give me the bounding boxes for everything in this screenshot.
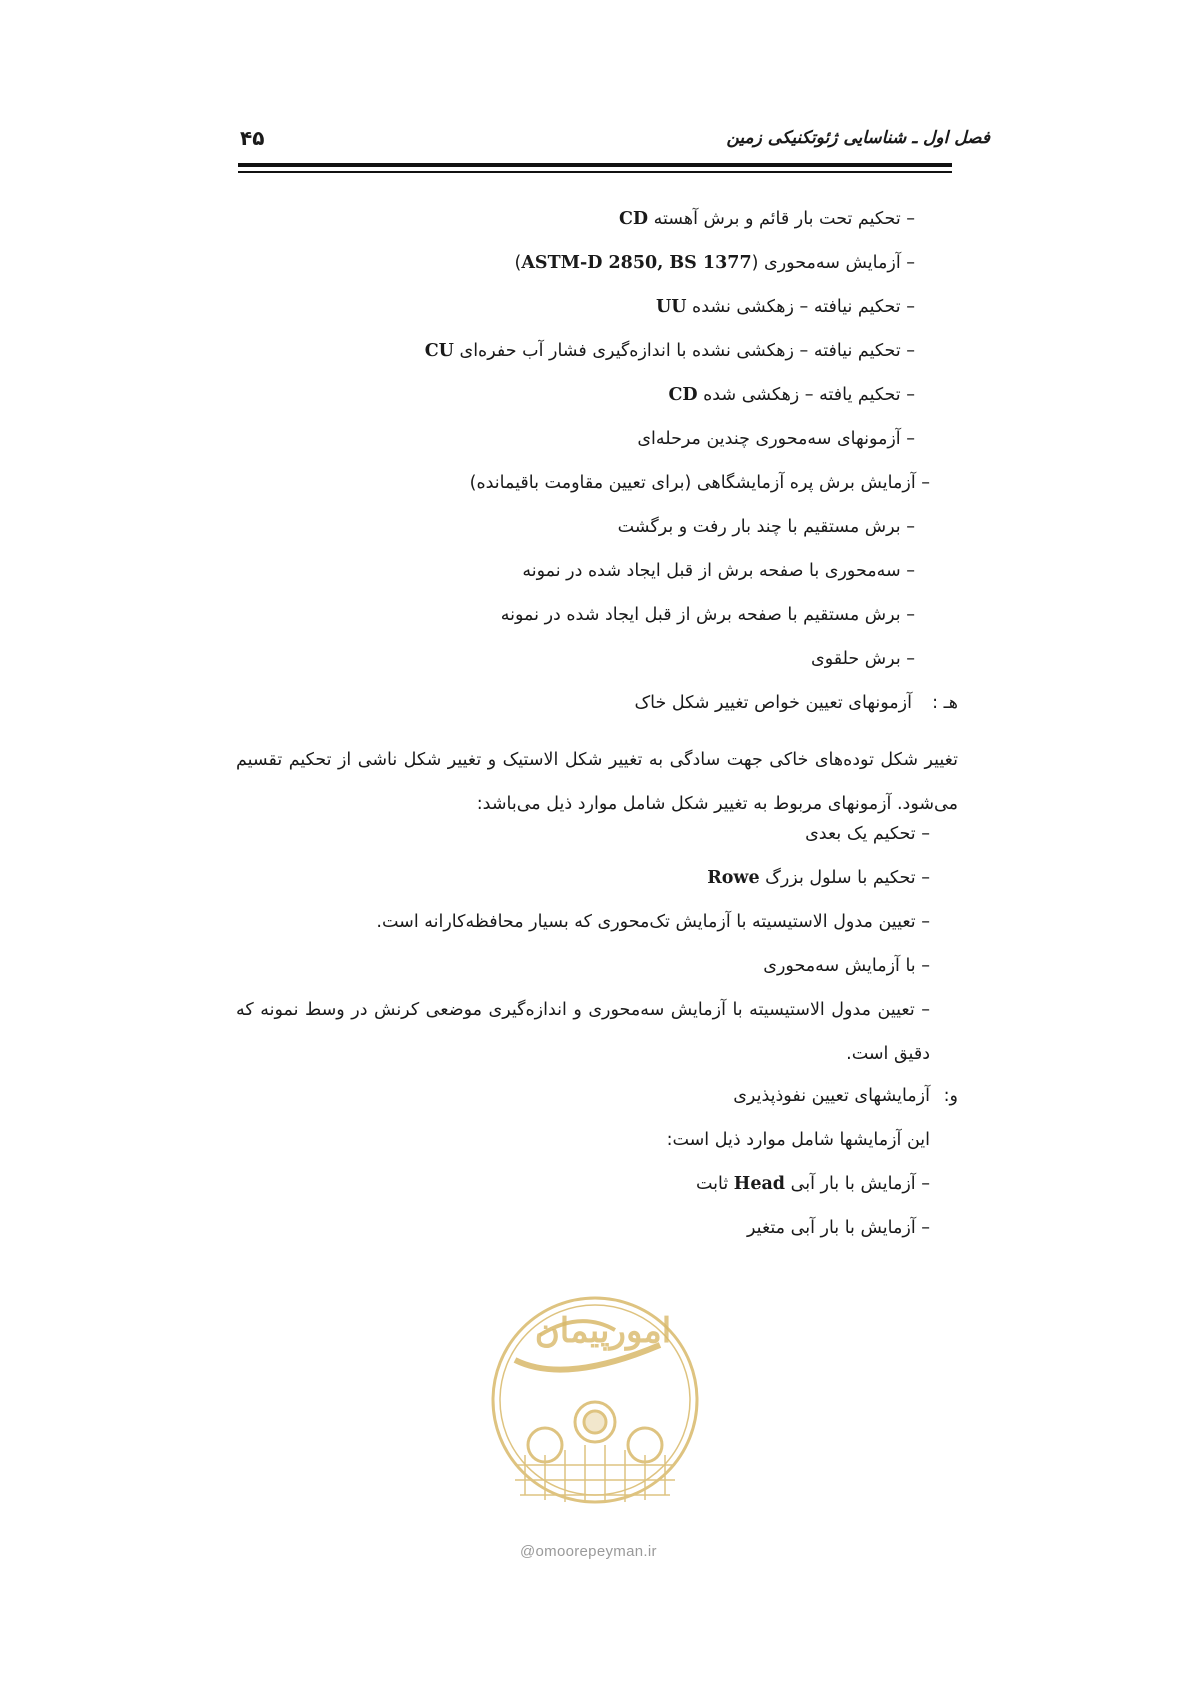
watermark-logo <box>485 1250 705 1550</box>
list-item: – تحکیم یک بعدی <box>805 824 930 844</box>
list-item: – آزمایش سه‌محوری (ASTM-D 2850, BS 1377) <box>514 253 915 273</box>
list-item: – تحکیم نیافته – زهکشی نشده UU <box>655 297 915 317</box>
list-item: – تحکیم تحت بار قائم و برش آهسته CD <box>618 209 915 229</box>
list-item: – سه‌محوری با صفحه برش از قبل ایجاد شده در نمونه <box>522 561 915 581</box>
list-item: – برش حلقوی <box>811 649 915 669</box>
section-marker: و: <box>943 1086 958 1106</box>
section-paragraph: تغییر شکل توده‌های خاکی جهت سادگی به تغییر شکل الاستیک و تغییر شکل ناشی از تحکیم تقسیم می‌شود. آزمونهای مربوط به تغییر شکل شامل موارد ذیل می‌باشد: <box>236 750 958 814</box>
svg-text:امورپیمان: امورپیمان <box>534 1311 672 1351</box>
list-item: – تحکیم یافته – زهکشی شده CD <box>668 385 915 405</box>
gear-icon <box>575 1402 615 1442</box>
list-item: – با آزمایش سه‌محوری <box>763 956 930 976</box>
section-marker: هـ : <box>932 693 958 713</box>
section-intro: این آزمایشها شامل موارد ذیل است: <box>666 1130 930 1150</box>
list-item: – آزمایش برش پره آزمایشگاهی (برای تعیین مقاومت باقیمانده) <box>469 473 930 493</box>
list-item: – تعیین مدول الاستیسیته با آزمایش سه‌محوری و اندازه‌گیری موضعی کرنش در وسط نمونه که دقیق است. <box>236 1000 930 1064</box>
list-item: – تحکیم نیافته – زهکشی نشده با اندازه‌گیری فشار آب حفره‌ای CU <box>424 341 915 361</box>
list-item: – برش مستقیم با چند بار رفت و برگشت <box>617 517 915 537</box>
list-item: – تحکیم با سلول بزرگ Rowe <box>707 868 930 888</box>
list-item: – آزمایش با بار آبی متغیر <box>747 1218 930 1238</box>
list-item: – برش مستقیم با صفحه برش از قبل ایجاد شده در نمونه <box>500 605 915 625</box>
list-item: – آزمونهای سه‌محوری چندین مرحله‌ای <box>637 429 915 449</box>
section-title: آزمونهای تعیین خواص تغییر شکل خاک <box>634 693 912 713</box>
header-rule-thick <box>238 163 952 167</box>
section-title: آزمایشهای تعیین نفوذپذیری <box>733 1086 930 1106</box>
watermark-url: @omoorepeyman.ir <box>520 1543 657 1560</box>
header-rule-thin <box>238 171 952 173</box>
page-number: ۴۵ <box>240 126 265 150</box>
list-item: – تعیین مدول الاستیسیته با آزمایش تک‌محوری که بسیار محافظه‌کارانه است. <box>376 912 930 932</box>
chapter-title: فصل اول ـ شناسایی ژئوتکنیکی زمین <box>726 128 990 148</box>
list-item: – آزمایش با بار آبی Head ثابت <box>695 1174 930 1194</box>
